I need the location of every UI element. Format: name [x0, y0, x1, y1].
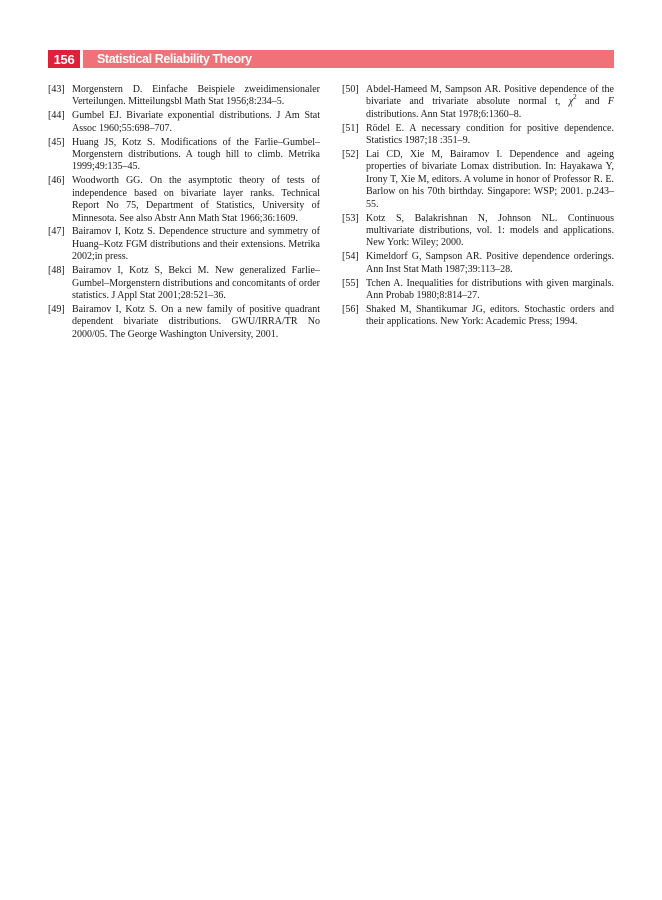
reference-text: Morgenstern D. Einfache Beispiele zweidimensionaler Verteilungen. Mitteilungsbl Math Stat 1956;8:234–5.: [72, 84, 320, 108]
reference-item: [342, 213, 614, 250]
reference-number: [46]: [48, 175, 65, 187]
references-right-column: [342, 84, 614, 330]
reference-number: [55]: [342, 277, 359, 289]
reference-number: [45]: [48, 136, 65, 148]
page-number: 156: [48, 50, 80, 68]
reference-text: [366, 84, 614, 121]
reference-text-part: distributions. Ann Stat 1978;6:1360–8.: [366, 108, 522, 120]
reference-item: [342, 304, 614, 329]
reference-item: [342, 84, 614, 121]
reference-number: [47]: [48, 226, 65, 238]
reference-text: Bairamov I, Kotz S. On a new family of positive quadrant dependent bivariate distributions. GWU/IRRA/TR No 2000/05. The George Washington University, 2001.: [72, 303, 320, 340]
f-symbol: F: [607, 96, 614, 108]
reference-number: [52]: [342, 149, 359, 161]
reference-item: [342, 149, 614, 211]
reference-number: [49]: [48, 303, 65, 315]
header-divider: [80, 50, 83, 68]
reference-text: Tchen A. Inequalities for distributions with given marginals. Ann Probab 1980;8:814–27.: [366, 277, 614, 301]
reference-text: Shaked M, Shantikumar JG, editors. Stochastic orders and their applications. New York: Academic Press; 1994.: [366, 303, 614, 328]
reference-item: [342, 278, 614, 303]
reference-text: Rödel E. A necessary condition for positive dependence. Statistics 1987;18 :351–9.: [366, 122, 614, 147]
reference-number: [51]: [342, 122, 359, 134]
page-header: [48, 50, 614, 68]
reference-item: [48, 175, 320, 225]
running-title: Statistical Reliability Theory: [97, 52, 252, 66]
reference-number: [50]: [342, 84, 359, 95]
reference-item: [48, 304, 320, 341]
reference-number: [43]: [48, 84, 65, 95]
references-left-column: [48, 84, 320, 343]
reference-text: Bairamov I, Kotz S. Dependence structure and symmetry of Huang–Kotz FGM distributions and their extensions. Metrika 2002;in press.: [72, 226, 320, 263]
reference-text: Kimeldorf G, Sampson AR. Positive dependence orderings. Ann Inst Stat Math 1987;39:113–28.: [366, 251, 614, 275]
reference-text: Kotz S, Balakrishnan N, Johnson NL. Continuous multivariate distributions, vol. 1: models and applications. New York: Wiley; 2000.: [366, 212, 614, 249]
reference-text: Lai CD, Xie M, Bairamov I. Dependence and ageing properties of bivariate Lomax distribution. In: Hayakawa Y, Irony T, Xie M, editors. A volume in honor of Professor R. E. Barlow on his 70th birthday. Singapore: WSP; 2001. p.243–55.: [366, 149, 614, 210]
reference-item: [342, 123, 614, 148]
reference-item: [342, 251, 614, 276]
reference-number: [44]: [48, 110, 65, 122]
reference-text-part: and: [576, 96, 608, 108]
reference-text: Woodworth GG. On the asymptotic theory of tests of independence based on bivariate layer ranks. Technical Report No 75, Department of Statistics, University of Minnesota. See also Abstr Ann Math Stat 1966;36:1609.: [72, 175, 320, 224]
chi-letter: χ: [568, 96, 574, 108]
reference-number: [48]: [48, 265, 65, 277]
reference-number: [56]: [342, 303, 359, 315]
reference-number: [54]: [342, 251, 359, 263]
reference-text: Huang JS, Kotz S. Modifications of the Farlie–Gumbel–Morgenstern distributions. A tough hill to climb. Metrika 1999;49:135–45.: [72, 136, 320, 173]
reference-text: Bairamov I, Kotz S, Bekci M. New generalized Farlie–Gumbel–Morgenstern distributions and concomitants of order statistics. J Appl Stat 2001;28:521–36.: [72, 265, 320, 301]
reference-number: [53]: [342, 212, 359, 224]
reference-item: [48, 226, 320, 263]
reference-item: [48, 265, 320, 302]
reference-item: [48, 137, 320, 174]
reference-text: Gumbel EJ. Bivariate exponential distributions. J Am Stat Assoc 1960;55:698–707.: [72, 110, 320, 134]
reference-item: [48, 84, 320, 109]
chi-symbol: [568, 93, 577, 108]
reference-item: [48, 110, 320, 135]
reference-text-part: Abdel-Hameed M, Sampson AR. Positive dependence of the bivariate and trivariate absolute normal t,: [366, 84, 614, 108]
chi-superscript: 2: [573, 93, 577, 102]
